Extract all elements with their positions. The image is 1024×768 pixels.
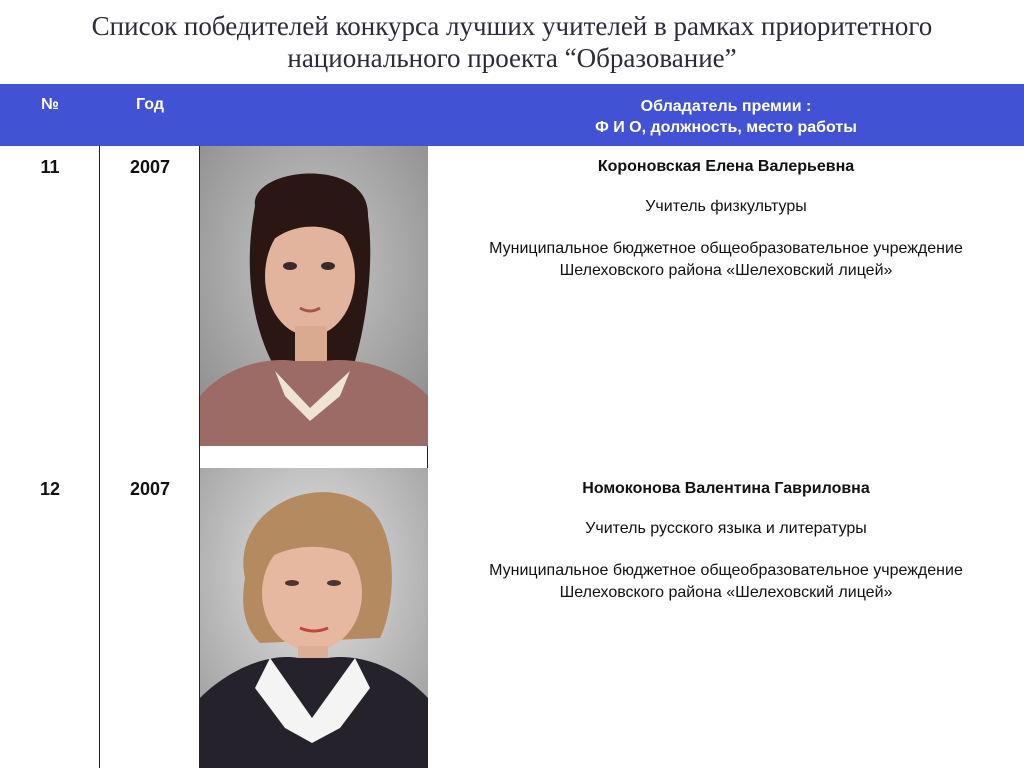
teacher-workplace-line-2: Шелеховского района «Шелеховский лицей» (559, 262, 893, 279)
teacher-workplace-line-1: Муниципальное бюджетное общеобразовательное учреждение (489, 562, 963, 579)
row-num: 12 (39, 479, 61, 499)
teacher-workplace-line-2: Шелеховского района «Шелеховский лицей» (559, 584, 893, 601)
teacher-name: Короновская Елена Валерьевна (597, 158, 855, 175)
header-num: № (41, 96, 59, 113)
page-title (0, 10, 1024, 74)
row-num: 11 (40, 157, 60, 177)
teacher-role: Учитель русского языка и литературы (585, 520, 867, 537)
row-year: 2007 (129, 157, 171, 177)
teacher-info (428, 158, 1024, 282)
header-owner-line-1: Обладатель премии : (640, 98, 812, 115)
teacher-info (428, 480, 1024, 604)
header-owner-line-2: Ф И О, должность, место работы (595, 119, 857, 136)
header-owner (428, 96, 1024, 138)
row-year: 2007 (129, 479, 171, 499)
teacher-workplace-line-1: Муниципальное бюджетное общеобразовательное учреждение (489, 240, 963, 257)
header-year: Год (136, 96, 164, 113)
teacher-role: Учитель физкультуры (645, 198, 807, 215)
teacher-photo (200, 468, 428, 768)
table-header (0, 84, 1024, 146)
page-title-line-1: Список победителей конкурса лучших учителей в рамках приоритетного (91, 11, 933, 41)
teacher-photo (200, 146, 428, 446)
page-title-line-2: национального проекта “Образование” (287, 43, 737, 73)
teacher-name: Номоконова Валентина Гавриловна (582, 480, 870, 497)
column-divider (99, 146, 100, 768)
